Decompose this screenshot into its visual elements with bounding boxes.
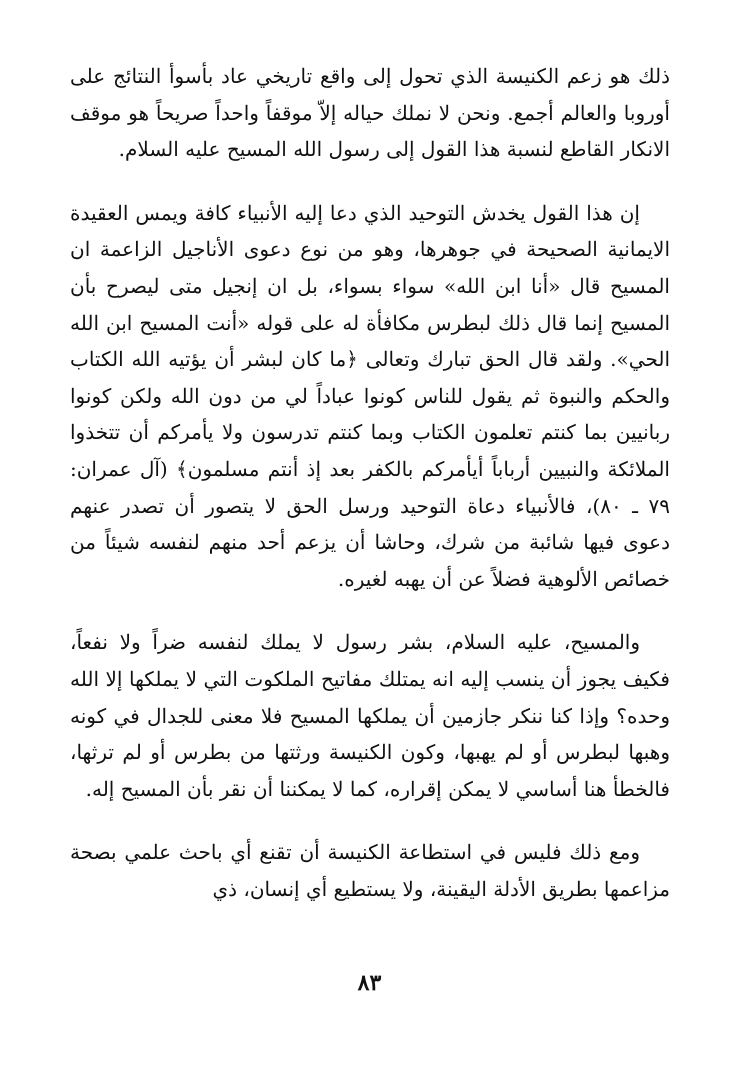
paragraph-1: ذلك هو زعم الكنيسة الذي تحول إلى واقع تاريخي عاد بأسوأ النتائج على أوروبا والعالم أجمع. ونحن لا نملك حياله إلاّ موقفاً واحداً صريحاً هو موقف الانكار القاطع لنسبة هذا القول إلى رسول الله المسيح عليه السلام. [70,64,670,162]
paragraph-2: إن هذا القول يخدش التوحيد الذي دعا إليه الأنبياء كافة ويمس العقيدة الايمانية الصحيحة في جوهرها، وهو من نوع دعوى الأناجيل الزاعمة ان المسيح قال «أنا ابن الله» سواء بسواء، بل ان إنجيل متى ليصرح بأن المسيح إنما قال ذلك لبطرس مكافأة له على قوله «أنت المسيح ابن الله الحي». ولقد قال الحق تبارك وتعالى ﴿ما كان لبشر أن يؤتيه الله الكتاب والحكم والنبوة ثم يقول للناس كونوا عباداً لي من دون الله ولكن كونوا ربانيين بما كنتم تعلمون الكتاب وبما كنتم تدرسون ولا يأمركم أن تتخذوا الملائكة والنبيين أرباباً أيأمركم بالكفر بعد إذ أنتم مسلمون﴾ (آل عمران: ٧٩ ـ ٨٠)، فالأنبياء دعاة التوحيد ورسل الحق لا يتصور أن تصدر عنهم دعوى فيها شائبة من شرك، وحاشا أن يزعم أحد منهم لنفسه شيئاً من خصائص الألوهية فضلاً عن أن يهبه لغيره. [70,200,670,591]
paragraph-3: والمسيح، عليه السلام، بشر رسول لا يملك لنفسه ضراً ولا نفعاً، فكيف يجوز أن ينسب إليه انه يمتلك مفاتيح الملكوت التي لا يملكها إلا الله وحده؟ وإذا كنا ننكر جازمين أن يملكها المسيح فلا معنى للجدال في كونه وهبها لبطرس أو لم يهبها، وكون الكنيسة ورثتها من بطرس أو لم ترثها، فالخطأ هنا أساسي لا يمكن إقراره، كما لا يمكننا أن نقر بأن المسيح إله. [70,630,670,801]
page-number: ٨٣ [357,970,382,996]
paragraph-spacer [70,597,670,624]
paragraph-4: ومع ذلك فليس في استطاعة الكنيسة أن تقنع أي باحث علمي بصحة مزاعمها بطريق الأدلة اليقينة، ولا يستطيع أي إنسان، ذي [70,840,670,901]
paragraph-spacer [70,168,670,195]
paragraph-spacer [70,807,670,834]
body-text [70,58,670,907]
